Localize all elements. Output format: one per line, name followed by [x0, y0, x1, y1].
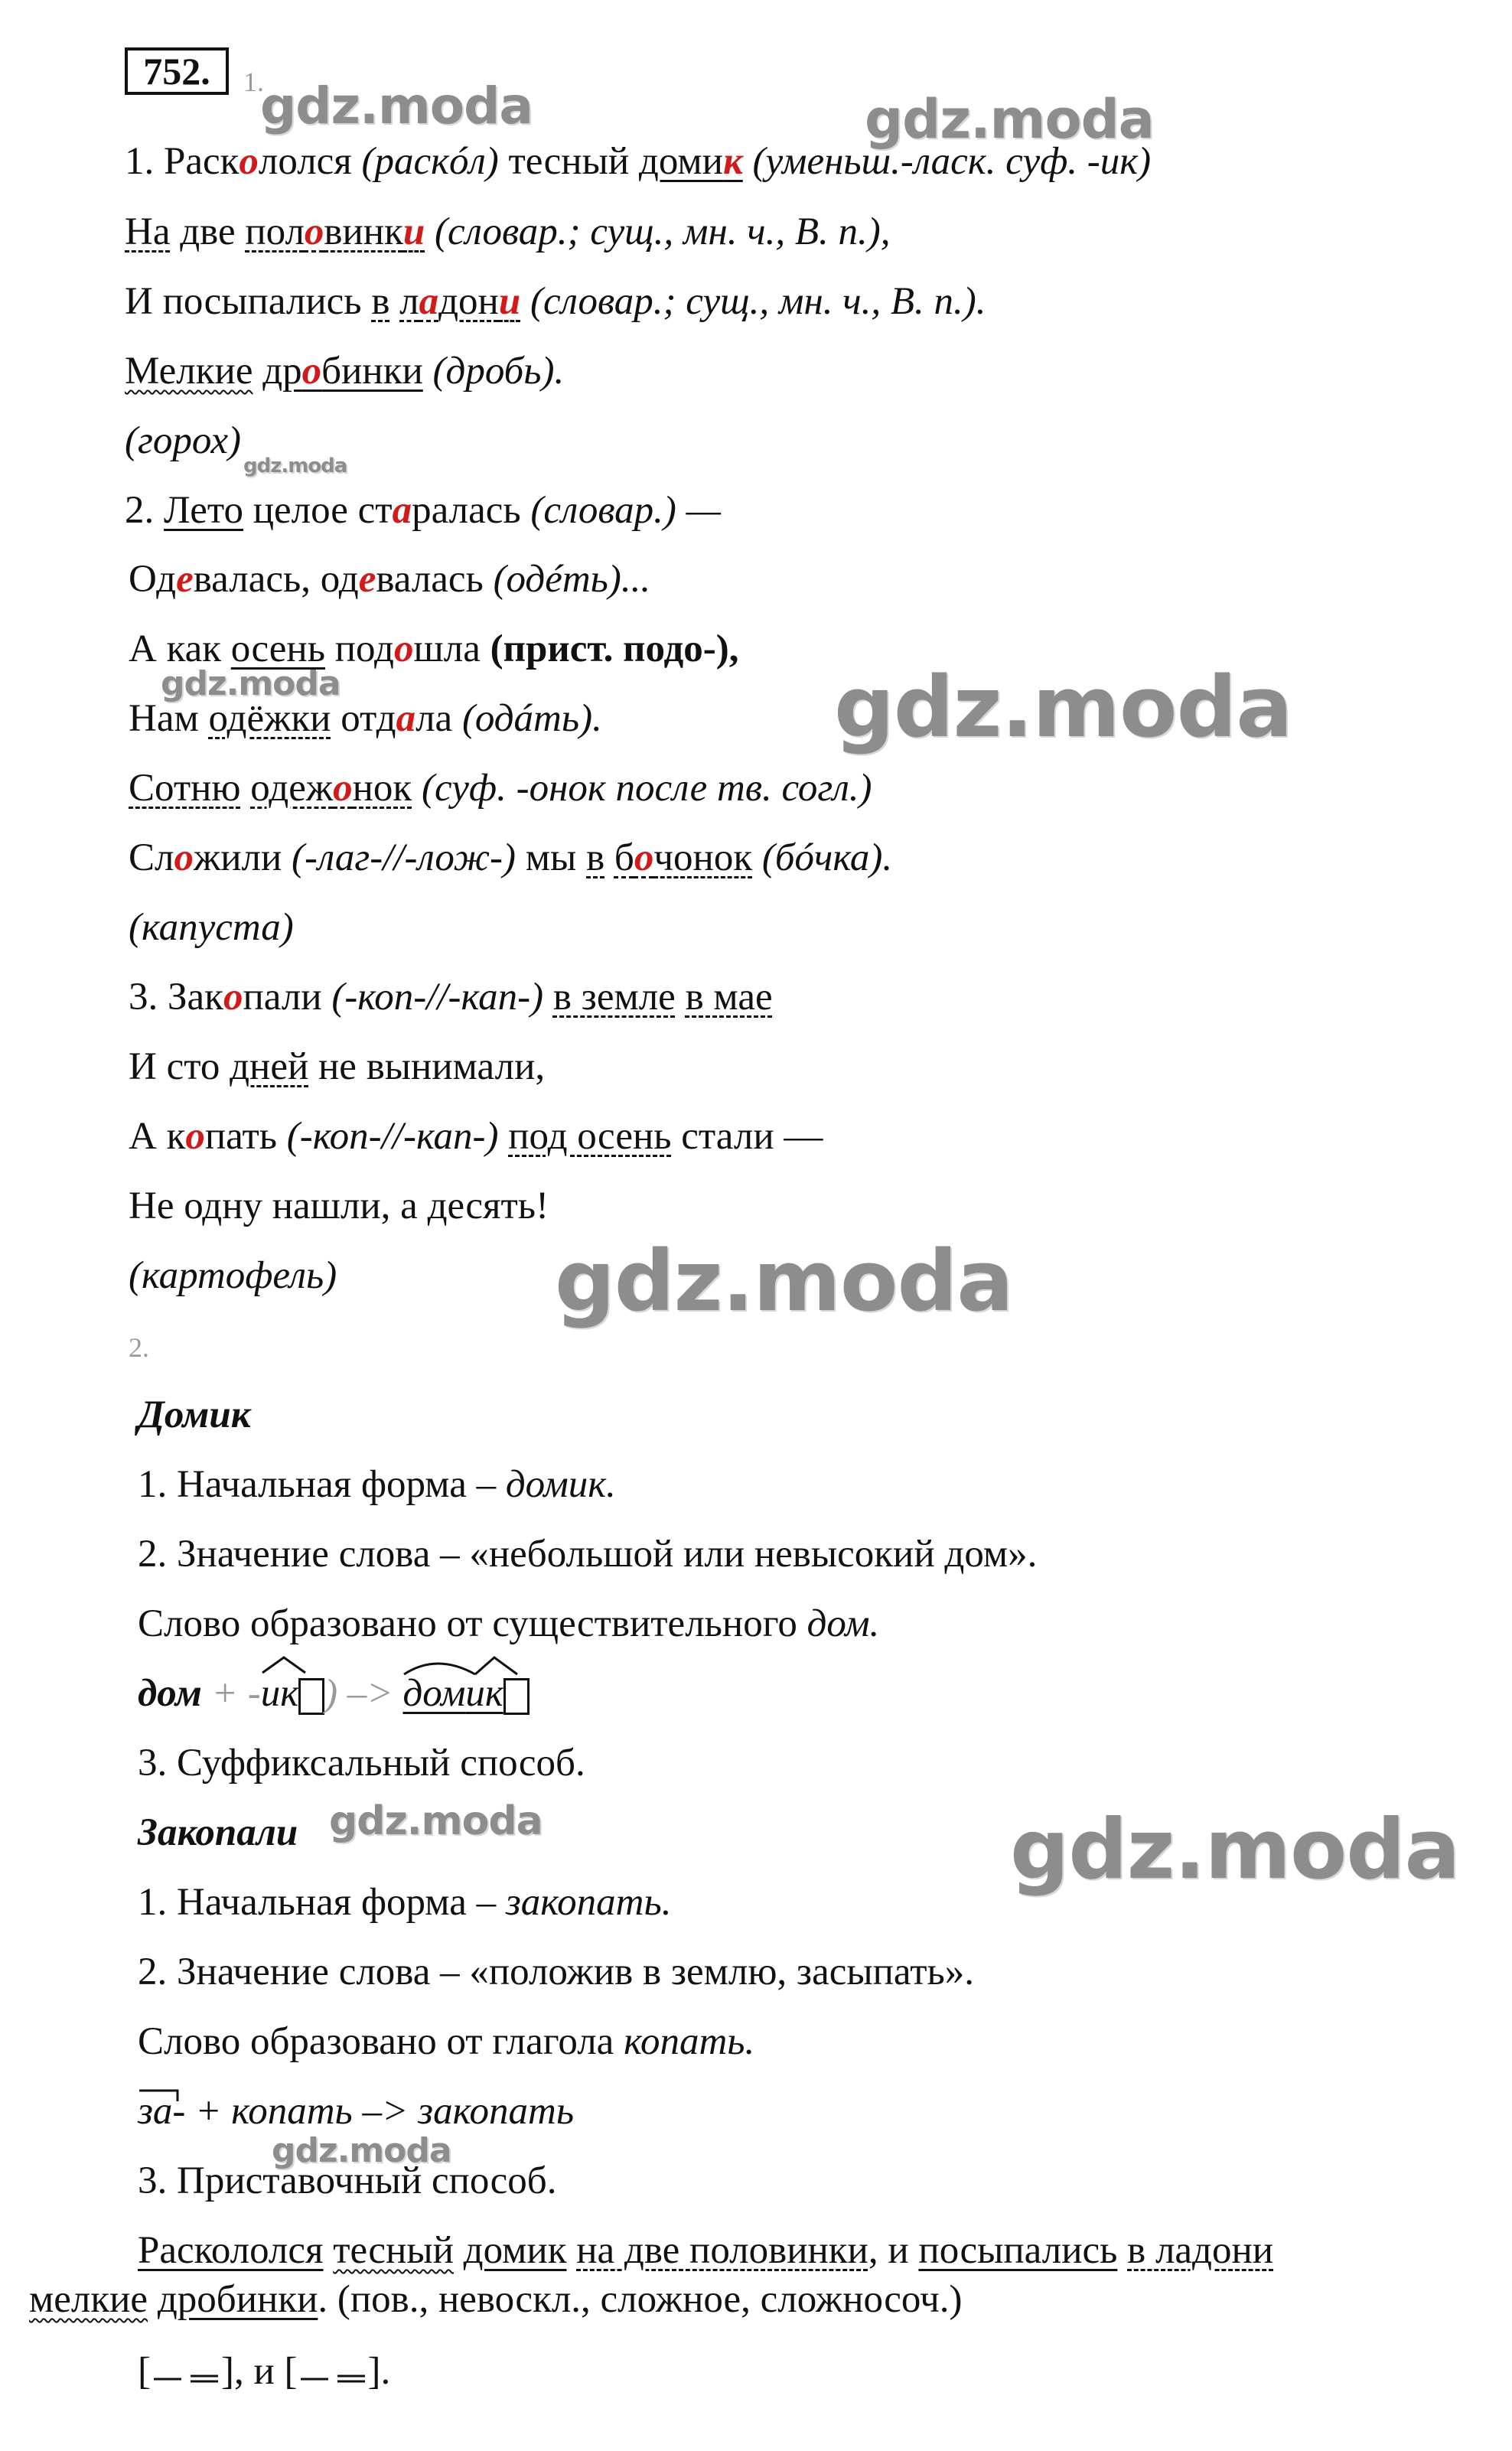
prefix-mark: за- [138, 2088, 185, 2135]
zakopali-point1: 1. Начальная форма – закопать. [138, 1881, 672, 1924]
riddle3-line3: А копать (-коп-//-кап-) под осень стали — [129, 1115, 823, 1158]
riddle2-line1: 2. Лето целое старалась (словар.) — [125, 489, 721, 532]
riddle1-line3: И посыпались в ладони (словар.; сущ., мн. ч., В. п.). [125, 280, 986, 323]
riddle2-line3: А как осень подошла (прист. подо-), [129, 627, 739, 670]
domik-origin: Слово образовано от существительного дом. [138, 1602, 880, 1645]
riddle3-line4: Не одну нашли, а десять! [129, 1185, 549, 1227]
ending-box-icon [298, 1678, 324, 1715]
riddle2-answer: (капуста) [129, 906, 294, 949]
sentence-scheme: [ ], и [ ]. [138, 2350, 391, 2393]
watermark: gdz.moda [834, 658, 1292, 756]
domik-method: 3. Суффиксальный способ. [138, 1742, 585, 1784]
zakopali-method: 3. Приставочный способ. [138, 2159, 557, 2202]
sentence-line1: Раскололся тесный домик на две половинки, и посыпались в ладони [138, 2229, 1274, 2272]
stem-mark: домик [402, 1670, 503, 1717]
riddle2-line6: Сложили (-лаг-//-лож-) мы в бочонок (бóчка). [129, 836, 893, 879]
part-2-label: 2. [129, 1332, 149, 1363]
riddle1-line4: Мелкие дробинки (дробь). [125, 350, 565, 393]
part-1-label: 1. [243, 67, 264, 97]
watermark: gdz.moda [329, 1798, 543, 1844]
zakopali-title: Закопали [138, 1811, 298, 1854]
watermark: gdz.moda [1010, 1802, 1460, 1898]
zakopali-origin: Слово образовано от глагола копать. [138, 2020, 755, 2063]
riddle2-line5: Сотню одежонок (суф. -онок после тв. согл.) [129, 767, 872, 810]
watermark: gdz.moda [555, 1232, 1013, 1330]
watermark: gdz.moda [865, 88, 1154, 151]
riddle3-answer: (картофель) [129, 1254, 337, 1297]
riddle3-line2: И сто дней не вынимали, [129, 1045, 546, 1088]
watermark: gdz.moda [260, 77, 533, 135]
riddle1-line1: 1. Раскололся (раскóл) тесный домик (уменьш.-ласк. суф. -ик) [125, 140, 1152, 183]
sentence-line2: мелкие дробинки. (пов., невоскл., сложное, сложносоч.) [29, 2278, 963, 2321]
domik-scheme: дом + - ик ) –> домик [138, 1670, 530, 1717]
watermark: gdz.moda [243, 455, 347, 477]
watermark: gdz.moda [272, 2131, 451, 2170]
riddle1-line2: На две половинки (словар.; сущ., мн. ч., В. п.), [125, 210, 891, 253]
subject-predicate-icon [298, 2361, 368, 2384]
zakopali-scheme: за- + копать –> закопать [138, 2088, 574, 2135]
stem-suffix-arc-icon [402, 1653, 525, 1676]
domik-point2: 2. Значение слова – «небольшой или невысокий дом». [138, 1533, 1038, 1576]
task-number: 752. [125, 47, 229, 95]
suffix-mark: ик [261, 1670, 298, 1717]
zakopali-point2: 2. Значение слова – «положив в землю, засыпать». [138, 1951, 975, 1993]
subject-predicate-icon [151, 2361, 221, 2384]
riddle2-line2: Одевалась, одевалась (одéть)... [129, 558, 651, 601]
watermark: gdz.moda [161, 664, 341, 703]
suffix-mark-icon [261, 1656, 307, 1674]
prefix-mark-icon [138, 2088, 181, 2103]
domik-title: Домик [138, 1393, 251, 1436]
riddle1-answer: (горох) [125, 419, 241, 462]
riddle3-line1: 3. Закопали (-коп-//-кап-) в земле в мае [129, 976, 773, 1019]
ending-box-icon [503, 1678, 530, 1715]
riddle2-line4: Нам одёжки отдала (одáть). [129, 697, 602, 740]
domik-point1: 1. Начальная форма – домик. [138, 1463, 616, 1506]
